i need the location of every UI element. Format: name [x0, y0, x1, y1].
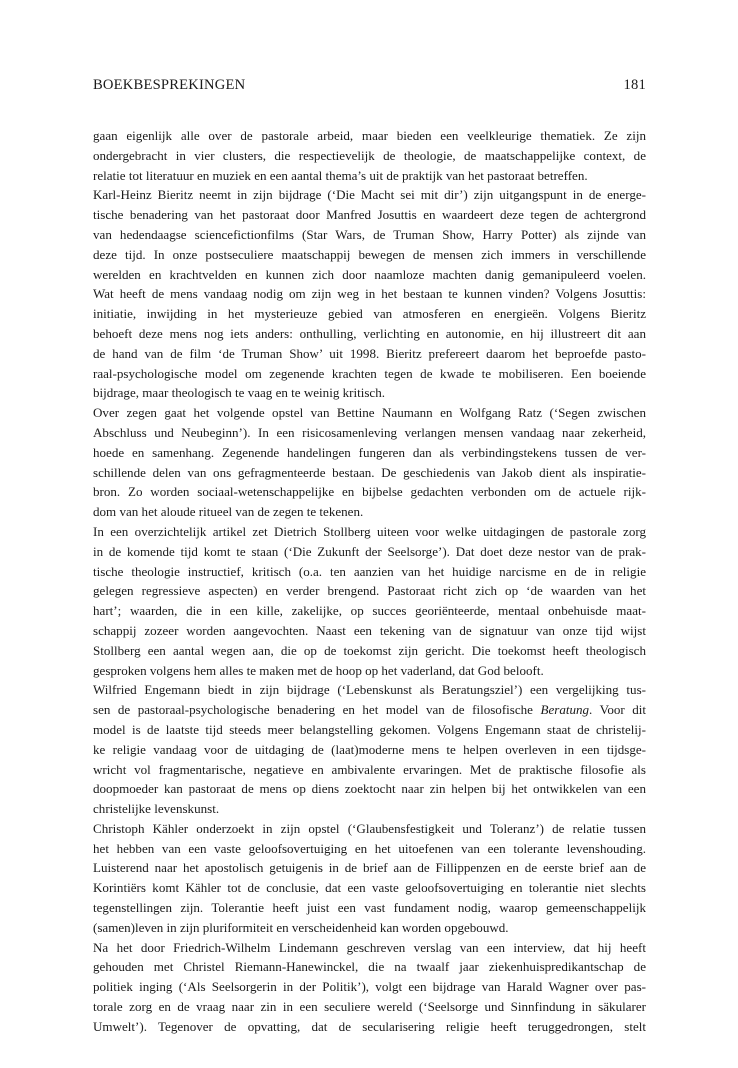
- text-line: gelegen regressieve aspecten) en verder brengend. Pastoraat richt zich op ‘de waarden van het: [93, 583, 646, 599]
- text-line: gehouden met Christel Riemann-Hanewinckel, die na twaalf jaar ziekenhuispredikantschap de: [93, 959, 646, 975]
- text-line: Wilfried Engemann biedt in zijn bijdrage (‘Lebenskunst als Beratungsziel’) een vergelijking tus-: [93, 682, 646, 698]
- text-line: In een overzichtelijk artikel zet Dietrich Stollberg uiteen voor welke uitdagingen de pastorale zorg: [93, 523, 646, 539]
- paragraph-kahler: [93, 819, 646, 938]
- text-line: hoede en samenhang. Zegenende handelingen fungeren dan als verbindingstekens tussen de ver-: [93, 444, 646, 460]
- text-line: model is de laatste tijd steeds meer belangstelling gekomen. Volgens Engemann staat de christelij-: [93, 721, 646, 737]
- text-line: schappij zozeer worden aangevochten. Naast een tekening van de signatuur van onze tijd wijst: [93, 622, 646, 638]
- text-line: hart’; waarden, die in een kille, zakelijke, op succes georiënteerde, mentaal onbehuisde maat-: [93, 603, 646, 619]
- text-line: relatie tot literatuur en muziek en een aantal thema’s uit de praktijk van het pastoraat betreffen.: [93, 167, 588, 183]
- text-line: bron. Zo worden sociaal-wetenschappelijke en bijbelse gedachten verbonden om de actuele rijk-: [93, 484, 646, 500]
- text-line: raal-psychologische model om zegenende krachten tegen de kwade te mobiliseren. Een boeiende: [93, 365, 646, 381]
- paragraph-bieritz: [93, 185, 646, 403]
- text-line: Stollberg een aantal wegen aan, die op de toekomst zijn gericht. Die toekomst heeft theologisch: [93, 642, 646, 658]
- paragraph-engemann: [93, 680, 646, 819]
- text-line: Korintiërs komt Kähler tot de conclusie, dat een vaste geloofsovertuiging en tolerantie niet slechts: [93, 880, 646, 896]
- section-title: BOEKBESPREKINGEN: [93, 77, 246, 93]
- text-line: Na het door Friedrich-Wilhelm Lindemann geschreven verslag van een interview, dat hij heeft: [93, 939, 646, 955]
- text-line: in de komende tijd komt te staan (‘Die Zukunft der Seelsorge’). Dat doet deze nestor van de prak-: [93, 543, 646, 559]
- text-line: Abschluss und Neubeginn’). In een risicosamenleving verlangen mensen vandaag naar zekerheid,: [93, 424, 646, 440]
- italic-term: Beratung: [540, 702, 590, 718]
- text-line: Wat heeft de mens vandaag nodig om zijn weg in het bestaan te kunnen vinden? Volgens Josuttis:: [93, 286, 646, 302]
- text-line: gaan eigenlijk alle over de pastorale arbeid, maar bieden een veelkleurige thematiek. Ze zijn: [93, 128, 646, 143]
- text-line: doopmoeder kan pastoraat de mens op diens zoektocht naar zin helpen bij het ontwikkelen van een: [93, 781, 646, 797]
- text-line: van hedendaagse sciencefictionfilms (Star Wars, de Truman Show, Harry Potter) als zijnde van: [93, 226, 646, 242]
- text-line: wricht vol fragmentarische, negatieve en ambivalente ervaringen. Met de praktische filosofie als: [93, 761, 646, 777]
- text-line: tische benadering van het pastoraat door Manfred Josuttis en waardeert deze tegen de achtergrond: [93, 207, 646, 223]
- text-line: bijdrage, maar theologisch te vaag en te weinig kritisch.: [93, 385, 386, 401]
- text-line: tische theologie instructief, kritisch (o.a. ten aanzien van het huidige narcisme en de in religie: [93, 563, 646, 579]
- article-body: [93, 126, 646, 1037]
- text-fragment: sen de pastoraal-psychologische benadering en het model van de filosofische: [93, 702, 541, 718]
- text-line: tegenstellingen zijn. Tolerantie heeft juist een vast fundament nodig, waarop gemeenschappelijk: [93, 900, 646, 916]
- running-header: [93, 77, 646, 94]
- text-line: het hebben van een vaste geloofsovertuiging en het uitoefenen van een tolerante levenshouding.: [93, 840, 646, 856]
- text-line: werelden en krachtvelden en kunnen zich door naamloze machten danig gemanipuleerd voelen.: [93, 266, 646, 282]
- text-line: initiatie, inwijding in het mysterieuze gebied van atmosferen en energieën. Volgens Bieritz: [93, 306, 646, 322]
- text-line: de hand van de film ‘de Truman Show’ uit 1998. Bieritz prefereert daarom het beproefde pasto-: [93, 345, 646, 361]
- paragraph-stollberg: [93, 522, 646, 680]
- text-line: Karl-Heinz Bieritz neemt in zijn bijdrage (‘Die Macht sei mit dir’) zijn uitgangspunt in de energe-: [93, 187, 646, 203]
- text-line: schillende delen van ons gefragmenteerde bestaan. De geschiedenis van Jakob dient als inspiratie-: [93, 464, 646, 480]
- paragraph-intro: [93, 126, 646, 185]
- text-line: (samen)leven in zijn pluriformiteit en verscheidenheid kan worden opgebouwd.: [93, 919, 509, 935]
- text-line: torale zorg en de vraag naar zin in een seculiere wereld (‘Seelsorge und Sinnfindung in säkularer: [93, 999, 646, 1015]
- text-line: Umwelt’). Tegenover de opvatting, dat de secularisering religie heeft teruggedrongen, stelt: [93, 1018, 646, 1034]
- paragraph-lindemann-wagner: [93, 938, 646, 1037]
- text-fragment: . Voor dit: [589, 702, 646, 718]
- text-line: gesproken volgens hem alles te maken met de hoop op het vaderland, dat God belooft.: [93, 662, 544, 678]
- page-number: 181: [623, 77, 646, 93]
- text-line: ke religie vandaag voor de uitdaging de (laat)moderne mens te helpen overleven in een tijdsge-: [93, 741, 646, 757]
- text-line: politiek inging (‘Als Seelsorgerin in der Politik’), volgt een bijdrage van Harald Wagner over pas-: [93, 979, 646, 995]
- text-line-with-italic: [93, 700, 646, 720]
- paragraph-naumann-ratz: [93, 403, 646, 522]
- text-line: ondergebracht in vier clusters, die respectievelijk de theologie, de maatschappelijke context, de: [93, 147, 646, 163]
- text-line: behoeft deze mens nog iets anders: onthulling, verlichting en autonomie, en hij illustreert dit aan: [93, 325, 646, 341]
- text-line: Luisterend naar het apostolisch getuigenis in de brief aan de Fillippenzen en de eerste brief aan de: [93, 860, 646, 876]
- text-line: dom van het aloude ritueel van de zegen te tekenen.: [93, 504, 364, 520]
- text-line: Over zegen gaat het volgende opstel van Bettine Naumann en Wolfgang Ratz (‘Segen zwischen: [93, 405, 646, 421]
- text-line: Christoph Kähler onderzoekt in zijn opstel (‘Glaubensfestigkeit und Toleranz’) de relatie tussen: [93, 820, 646, 836]
- text-line: christelijke levenskunst.: [93, 801, 220, 817]
- text-line: deze tijd. In onze postseculiere maatschappij bewegen de mensen zich immers in verschillende: [93, 246, 646, 262]
